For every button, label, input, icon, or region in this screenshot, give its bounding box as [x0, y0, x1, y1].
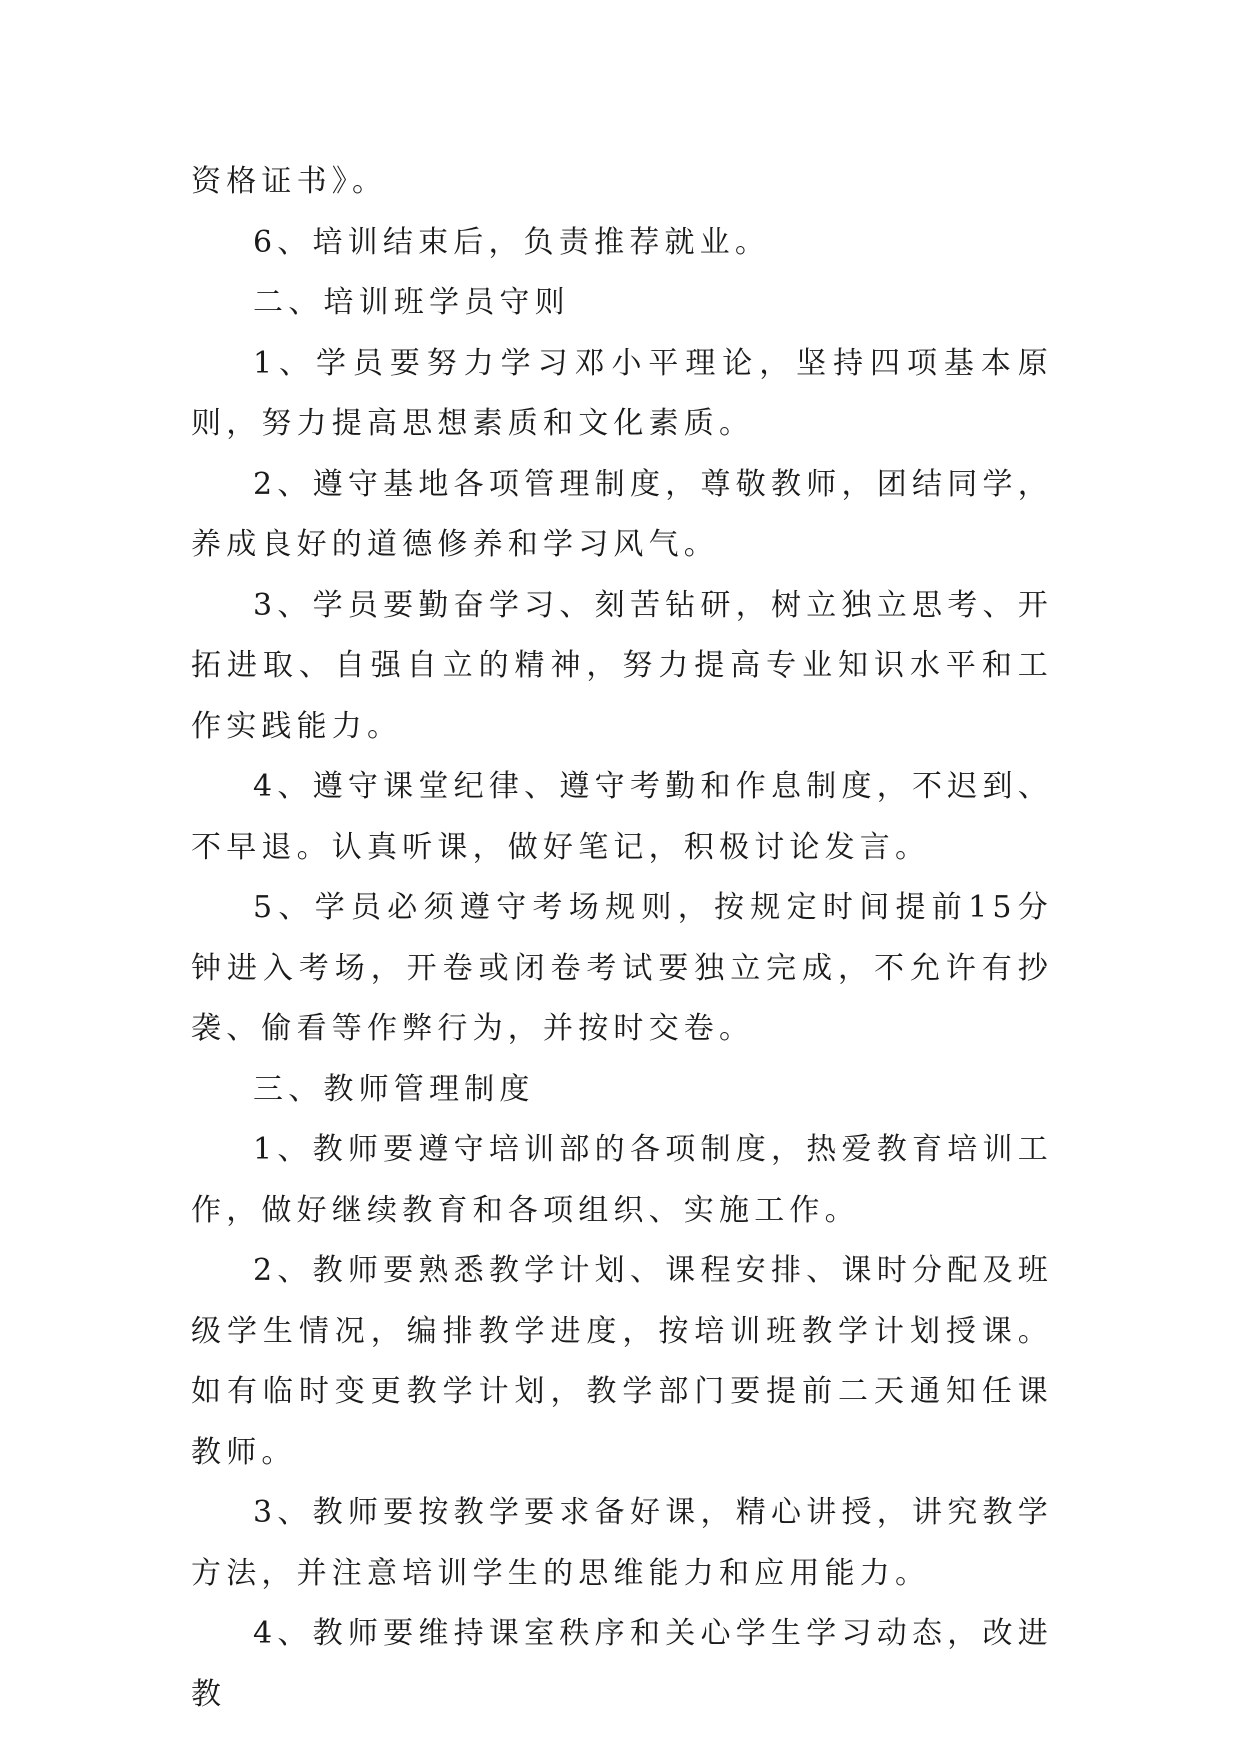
- paragraph-teacher-1: 1、教师要遵守培训部的各项制度，热爱教育培训工作，做好继续教育和各项组织、实施工作。: [191, 1132, 1053, 1228]
- document-page: [191, 152, 1053, 1725]
- paragraph-rule-5: 5、学员必须遵守考场规则，按规定时间提前15分钟进入考场，开卷或闭卷考试要独立完成，不允许有抄袭、偷看等作弊行为，并按时交卷。: [191, 890, 1053, 1046]
- paragraph-continuation: 资格证书》。: [191, 164, 388, 199]
- paragraph-teacher-4: 4、教师要维持课室秩序和关心学生学习动态，改进教: [191, 1616, 1053, 1712]
- paragraph-rule-1: 1、学员要努力学习邓小平理论，坚持四项基本原则，努力提高思想素质和文化素质。: [191, 345, 1053, 441]
- paragraph-rule-3: 3、学员要勤奋学习、刻苦钻研，树立独立思考、开拓进取、自强自立的精神，努力提高专业知识水平和工作实践能力。: [191, 587, 1053, 744]
- section-heading-2: 二、培训班学员守则: [253, 285, 570, 320]
- paragraph-rule-2: 2、遵守基地各项管理制度，尊敬教师，团结同学，养成良好的道德修养和学习风气。: [191, 466, 1053, 562]
- paragraph-teacher-2: 2、教师要熟悉教学计划、课程安排、课时分配及班级学生情况，编排教学进度，按培训班教学计划授课。如有临时变更教学计划，教学部门要提前二天通知任课教师。: [191, 1253, 1053, 1470]
- section-heading-3: 三、教师管理制度: [253, 1071, 535, 1107]
- paragraph-item-6: 6、培训结束后，负责推荐就业。: [253, 224, 771, 260]
- paragraph-teacher-3: 3、教师要按教学要求备好课，精心讲授，讲究教学方法，并注意培训学生的思维能力和应用能力。: [191, 1495, 1053, 1591]
- paragraph-rule-4: 4、遵守课堂纪律、遵守考勤和作息制度，不迟到、不早退。认真听课，做好笔记，积极讨论发言。: [191, 769, 1053, 865]
